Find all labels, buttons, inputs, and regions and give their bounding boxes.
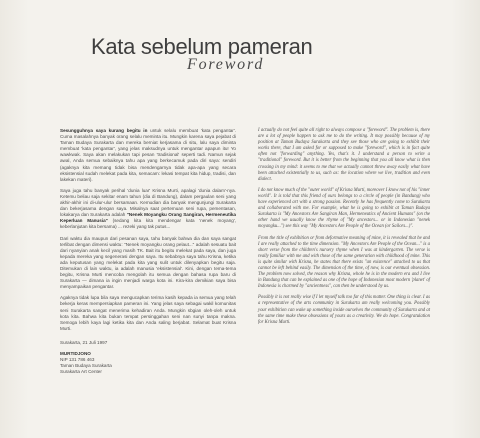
english-paragraph-4: Possibly it is not really wise if I let myself talk too far of this matter. One thing is clear. I as a representative of the arts community in Surakarta am really welcoming you. Possibly your exhibition can wake up something inside ourselves the community of Surakarta and at the same time make these obsessions of yours as a creativity. We do hope. Congratulation for Krisna Murti. bbox=[258, 295, 430, 325]
signer-organization: Taman Budaya Surakarta bbox=[60, 363, 112, 369]
english-paragraph-2: I do not know much of the "outer world" of Krisna Murti, moreover I know not of his "inner world". It is told that this friend of ours belongs to a circle of people (in Bandung) who have experienced art with a strong passion. Recently he has frequently come to Surakarta and collaborated with me. For example, what he is going to exhibit at Taman Budaya Surakarta is "My Ancestors Are Sangiran Man, Hermeneutics of Ancient Humans" (on the other hand we usually know the rhyme of "My ancestors... or in Indonesian "nenek moyangku...") see this way "My Ancestors Are People of the Ocean (or Sailors...)". bbox=[258, 187, 430, 230]
signer-nip: NIP 131 786 463 bbox=[60, 357, 95, 363]
english-paragraph-1: I actually do not feel quite all right to always compose a "foreword". The problem is, there are a lot of people happen to ask me to do the writing. It may possibly because of my position at Taman Budaya Surakarta and they see those who are going to exhibit their works there, that I am asked for or supposed to make "foreword", which is in fact quite often not "forwarding" anything. Yes, that's it. I understand a person to write a "traditional" foreword. But it is better from the beginning that you all know what is then crossing in my mind: it seems to me that we actually cannot throw away easily what have been attached existentially to us, such as: the location where we live, tradition and even dialect. bbox=[258, 128, 430, 182]
signature-block bbox=[60, 340, 236, 375]
page-subtitle: Foreword bbox=[187, 56, 265, 73]
page-title: Kata sebelum pameran bbox=[91, 34, 313, 59]
signer-organization-en: Surakarta Art Center bbox=[60, 369, 102, 375]
paragraph-2-text-b: (sedang kita kita mendengar kata 'nenek moyang', keberlanjutan kita bersama) ... rezeki yang tak putus... bbox=[60, 218, 236, 230]
lead-bold-text: Sesungguhnya saya kurang begitu in bbox=[60, 128, 148, 133]
paragraph-3: Dari waktu dia maupun dari pesanan saya, tahu banyak bahwa dia dan saya sangat terlibat dengan dimensi waktu: "Nenek moyangku orang pelaut..." adalah sesuatu bait dari nyanyian anak kecil yang masih TK. Bait itu begitu melekat pada saya, dan juga kepada mereka yang segenerasi dengan saya. Itu sebabnya saya tahu Krisna, ketika ada keputusan yang melekat pada kita yang sulit untuk dilenyapkan begitu saja. Ditemukan di lain waktu, ia adalah manusia 'eksistensial'. Kini, dengan tema-tema begitu, Krisna Murti mencoba mengolah itu semua dengan bahasa rupa baru di Surakarta — dimana ia ingin menjadi warga kota ini. Kira-kira demikian saya bisa menyampaikan pengantar. bbox=[60, 235, 236, 290]
signer-name: MURTIDJONO bbox=[60, 351, 91, 356]
paragraph-2 bbox=[60, 188, 236, 231]
english-text-column bbox=[258, 128, 430, 331]
indonesian-text-column bbox=[60, 128, 236, 375]
english-paragraph-3: From the title of exhibition or from deformative meaning of mine, it is revealed that he and I are really attached to the time dimension. "My Ancestors Are People of the Ocean..." is a short verse from the children's nursery rhyme when I was at kindergarten. The verse is really familiar with me and with those of the same generation with childhood of mine. This is quite similar with Krisna, he states that there exists "an existence" attached to us that cannot be left behind easily. The dimension of the time, of now, is our eventual obsession. The problem now solved, the reason why Krisna, whole he is in the modern era and I live in Bandung that can be explained as one of the hope of Indonesian most modern 'planet' of Indonesia is charmed by "ancientness", can then be understood by us. bbox=[258, 235, 430, 290]
exhibition-title-bold: "Nenek Moyangku Orang Sangiran, Hermeneutika Keperluan Manusia" bbox=[60, 212, 236, 224]
paragraph-1 bbox=[60, 128, 236, 183]
signing-date: Surakarta, 21 Juli 1997 bbox=[60, 339, 108, 345]
paragraph-4: Agaknya tidak lupa bila saya mengucapkan terima kasih kepada ia semua yang telah bekerja keras mempersiapkan pameran ini. Yang jelas saya sebagai wakil komunitas seni Surakarta sangat menerima kehadiran Anda. Mungkin sbgian oleh-oleh untuk kota kita. Bahwa kita bukan tempat persinggahan seni nan sunyi tanpa makna. Semoga lebih kaya lagi ketika kita dan Anda saling berjabat. Selamat buat Krisna Murti. bbox=[60, 295, 236, 331]
paragraph-2-text-a: Saya juga tahu banyak perihal 'dunia luar' Krisna Murti, apalagi 'dunia dalam'-nya. Ketemu beliau saja sekitar enam tahun (dia di Bandung), dalam pergaulan seni yang akhir-akhir ini di-ulur-ulur bersamaan. Kemudian dia banyak mengunjungi Surakarta dan bekerjasama dengan saya. Misalnya saat pertemuan seni rupa, pementasan, lokakarya dan Surakarta adalah bbox=[60, 187, 236, 218]
paragraph-1-text: untuk selalu membuat 'kata pengantar'. Cuma masalahnya banyak orang selalu meminta itu. Mungkin karena saya pejabat di Taman Budaya Surakarta dan mereka berniat kerjasama di situ, lalu saya diminta membuat 'kata pengantar', yang jelas maksudnya untuk mengantar apapun itu! Yo wawkwak. Saya akan melakukan tapi pesan 'tradisional' seperti tadi. Namun sejak awal, Anda semua sebaiknya tahu apa yang berkecamuk pada diri saya: sendiri (agaknya kita memang tidak bisa mendengarnya tidak apa-apa yang secara eksistensial sudah melekat pada kita, semacam: lekasi tempat kita hidup, tradisi, dan lakekan materi). bbox=[60, 128, 236, 182]
